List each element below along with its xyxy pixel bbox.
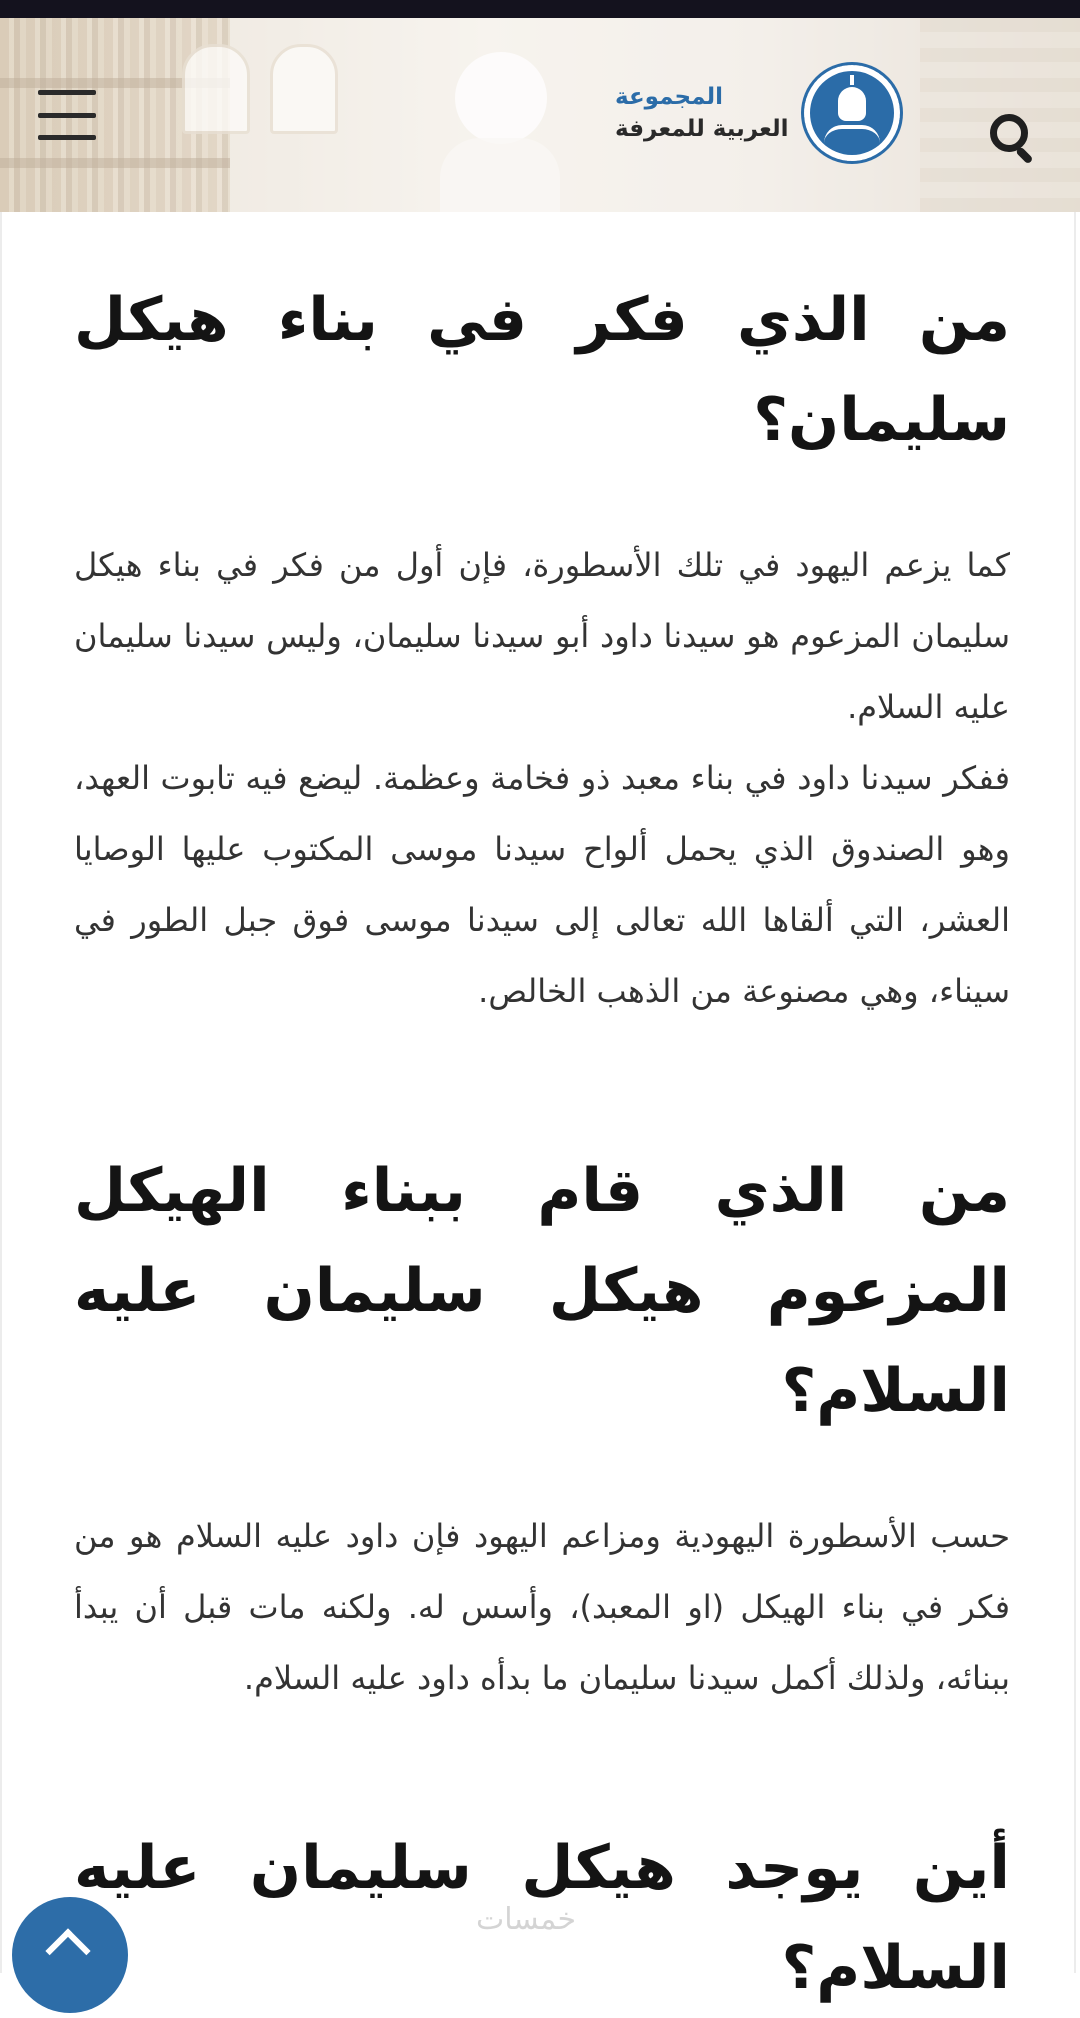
chevron-up-icon: [45, 1928, 90, 1973]
menu-bar: [38, 135, 96, 140]
article-heading: أين يوجد هيكل سليمان عليه السلام؟: [74, 1833, 1010, 2003]
hamburger-menu-icon[interactable]: [38, 90, 96, 140]
article-paragraph: حسب الأسطورة اليهودية ومزاعم اليهود فإن داود عليه السلام هو من فكر في بناء الهيكل (او المعبد)، وأسس له. ولكنه مات قبل أن يبدأ ببنائه، ولذلك أكمل سيدنا سليمان ما بدأه داود عليه السلام.: [74, 1517, 1010, 1697]
article-paragraph: كما يزعم اليهود في تلك الأسطورة، فإن أول من فكر في بناء هيكل سليمان المزعوم هو سيدنا داود أبو سيدنا سليمان، وليس سيدنا سليمان عليه السلام.: [74, 546, 1010, 726]
article-paragraph: ففكر سيدنا داود في بناء معبد ذو فخامة وعظمة. ليضع فيه تابوت العهد، وهو الصندوق الذي يحمل ألواح سيدنا موسى المكتوب عليها الوصايا العشر، التي ألقاها الله تعالى إلى سيدنا موسى فوق جبل الطور في سيناء، وهي مصنوعة من الذهب الخالص.: [74, 759, 1010, 1010]
logo-text: [615, 81, 789, 145]
watermark: خمسات: [476, 1902, 577, 1937]
header-overlay: [0, 18, 1080, 212]
logo-ray: [850, 75, 854, 85]
article-body: [74, 212, 1010, 2018]
article-card: [0, 212, 1076, 2003]
back-to-top-button[interactable]: [12, 1897, 128, 2013]
logo-text-line2: العربية للمعرفة: [615, 116, 789, 142]
logo-bulb: [838, 87, 866, 121]
site-header: [0, 18, 1080, 212]
menu-bar: [38, 113, 96, 118]
logo-book: [824, 125, 880, 143]
article-heading: من الذي فكر في بناء هيكل سليمان؟: [74, 285, 1010, 455]
search-icon[interactable]: [988, 112, 1036, 160]
logo-text-line1: المجموعة: [615, 84, 724, 110]
menu-bar: [38, 90, 96, 95]
site-logo[interactable]: [615, 62, 903, 164]
search-lens: [990, 114, 1028, 152]
status-bar: [0, 0, 1080, 18]
article-heading: من الذي قام ببناء الهيكل المزعوم هيكل سليمان عليه السلام؟: [74, 1156, 1010, 1426]
logo-emblem-icon: [801, 62, 903, 164]
